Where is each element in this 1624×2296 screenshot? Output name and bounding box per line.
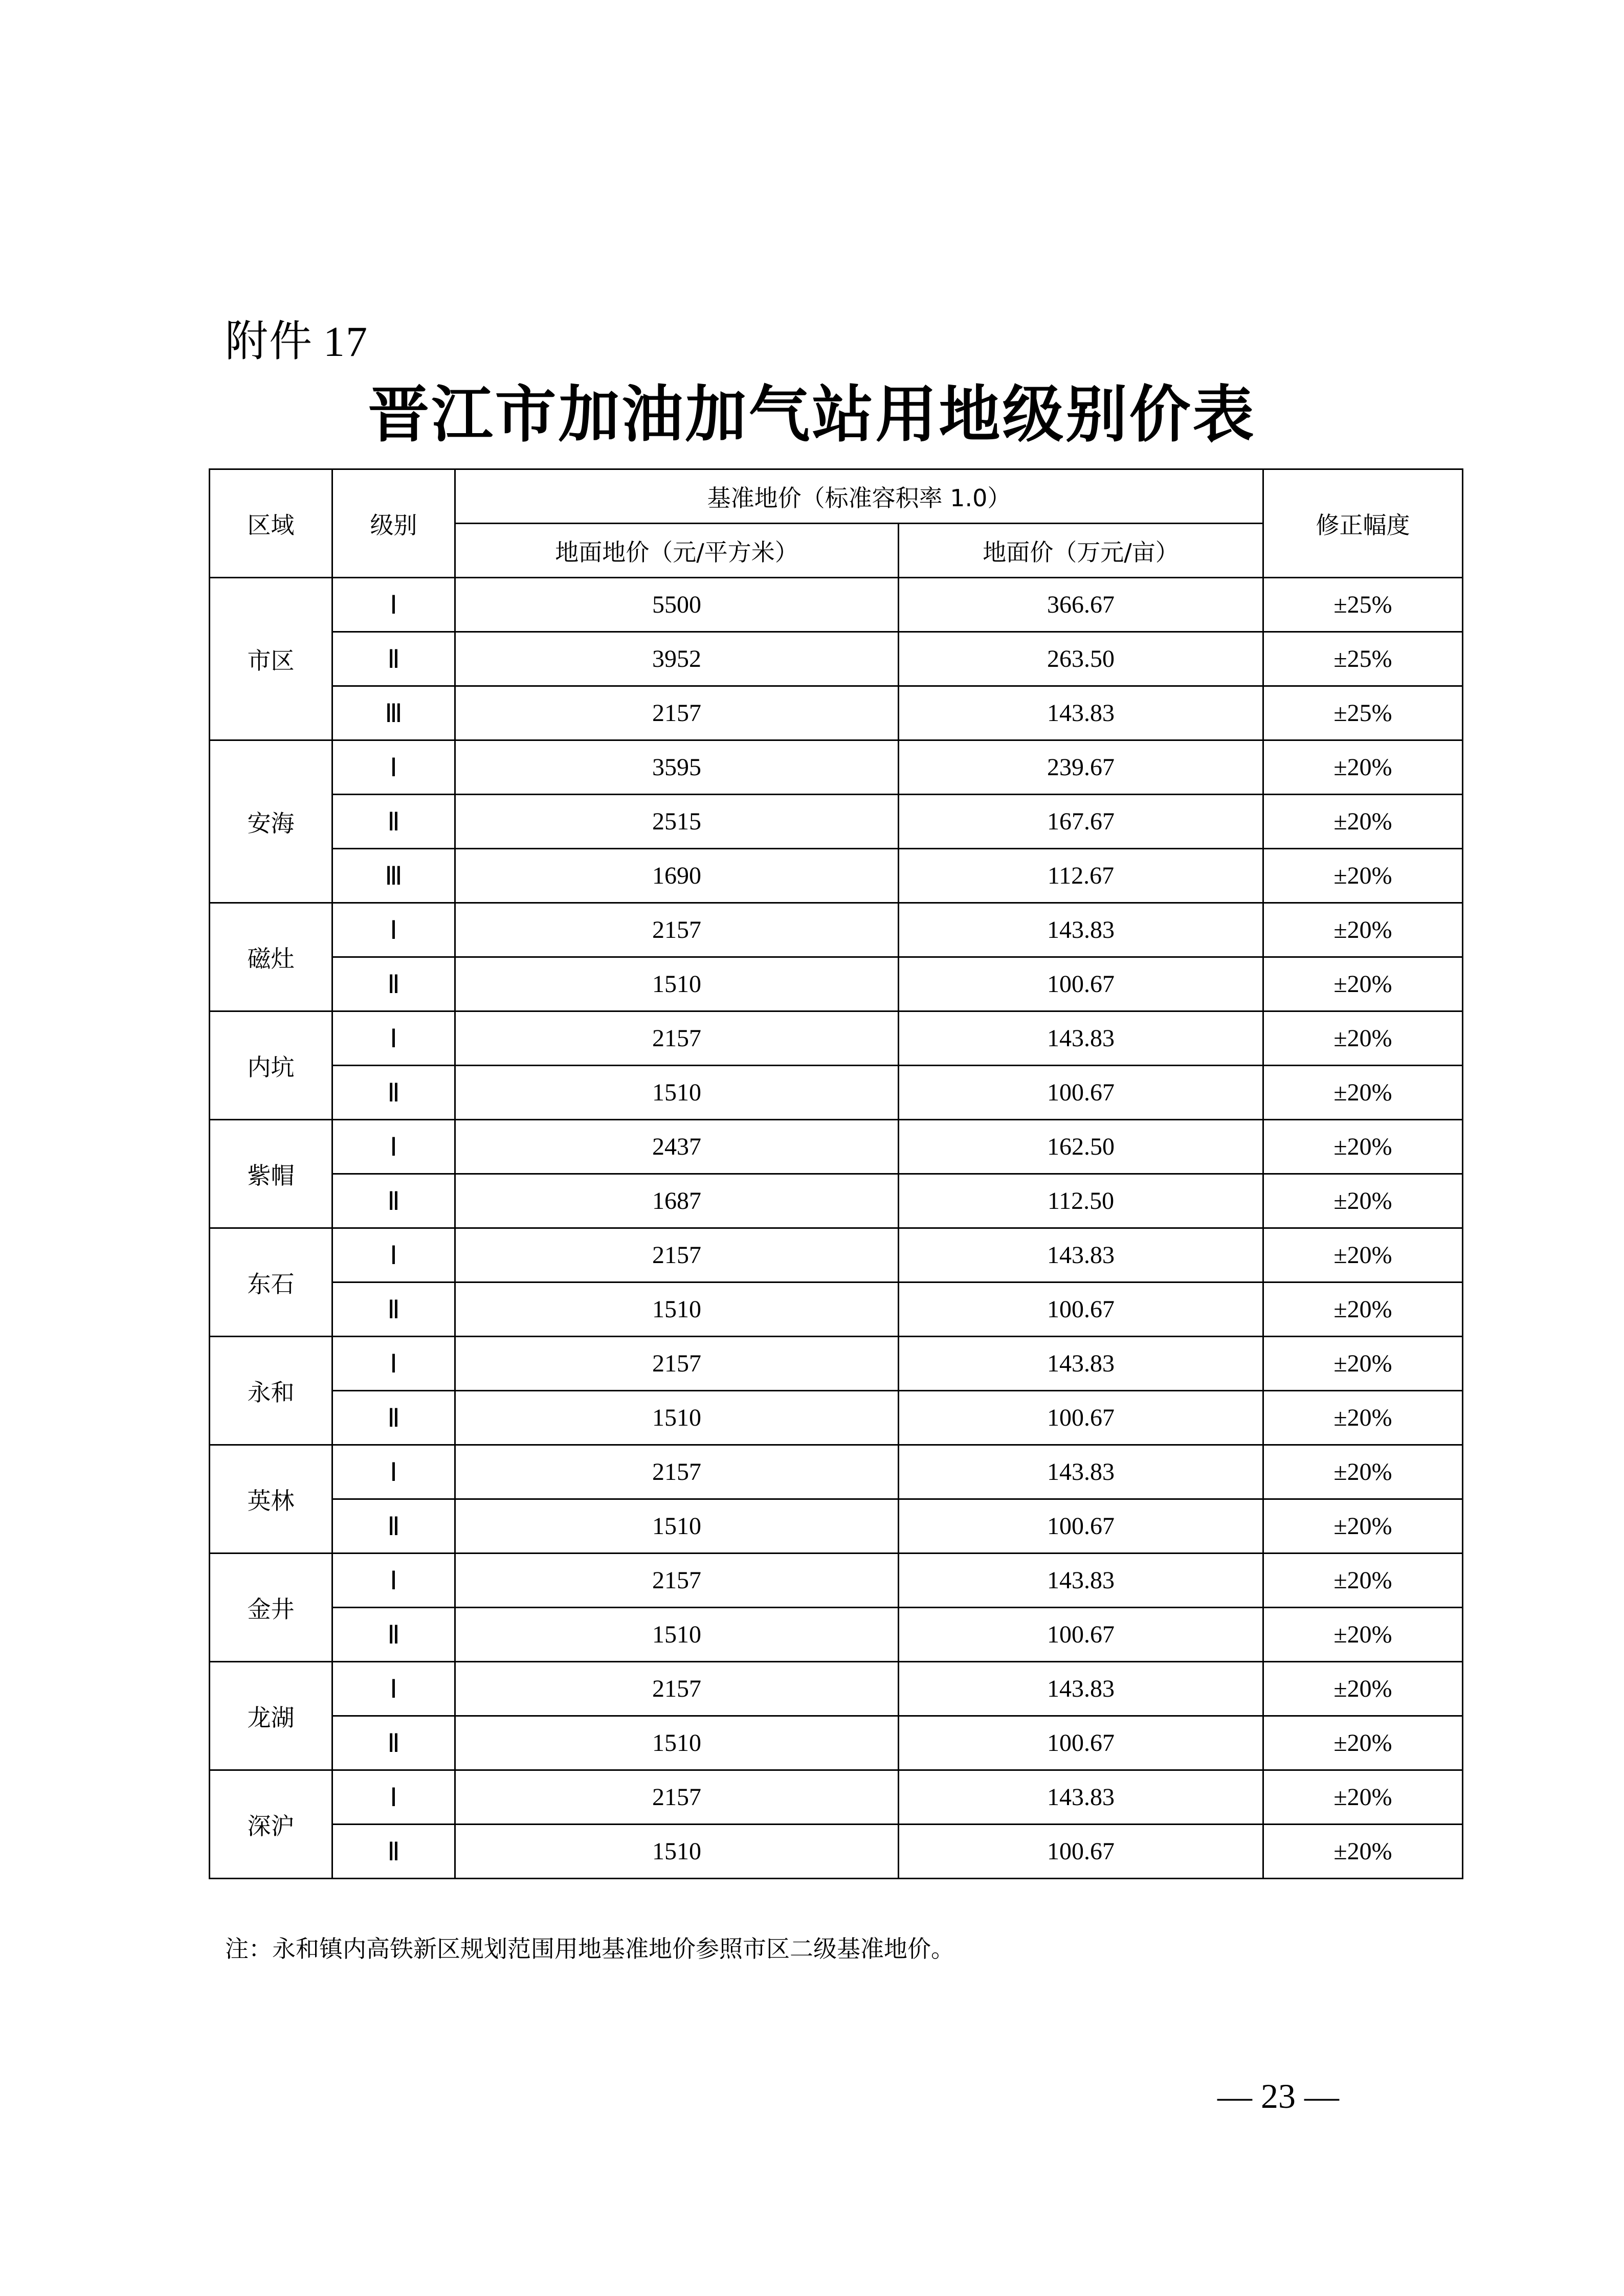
- adjustment-cell: ±20%: [1263, 795, 1463, 849]
- adjustment-cell: ±25%: [1263, 632, 1463, 686]
- price-per-mu-cell: 100.67: [899, 1391, 1263, 1445]
- table-row: [210, 1282, 1463, 1337]
- price-per-sqm-cell: 1510: [455, 1391, 899, 1445]
- level-cell: Ⅰ: [332, 1445, 455, 1499]
- adjustment-cell: ±20%: [1263, 1282, 1463, 1337]
- table-row: [210, 1662, 1463, 1716]
- attachment-label: [225, 307, 368, 369]
- level-cell: Ⅱ: [332, 1825, 455, 1879]
- price-per-sqm-cell: 1510: [455, 1825, 899, 1879]
- adjustment-cell: ±20%: [1263, 1662, 1463, 1716]
- header-base-price: 基准地价（标准容积率 1.0）: [455, 469, 1263, 524]
- price-per-sqm-cell: 1687: [455, 1174, 899, 1228]
- price-per-mu-cell: 143.83: [899, 1337, 1263, 1391]
- level-cell: Ⅰ: [332, 1337, 455, 1391]
- level-cell: Ⅱ: [332, 1174, 455, 1228]
- header-level: 级别: [332, 469, 455, 578]
- price-per-mu-cell: 143.83: [899, 1228, 1263, 1282]
- price-per-sqm-cell: 2157: [455, 1011, 899, 1066]
- header-adjustment: 修正幅度: [1263, 469, 1463, 578]
- price-per-mu-cell: 263.50: [899, 632, 1263, 686]
- price-per-sqm-cell: 1510: [455, 957, 899, 1011]
- price-per-sqm-cell: 2437: [455, 1120, 899, 1174]
- level-cell: Ⅰ: [332, 1228, 455, 1282]
- region-name: 深沪: [210, 1770, 332, 1879]
- level-cell: Ⅰ: [332, 740, 455, 795]
- table-row: [210, 1608, 1463, 1662]
- table-row: [210, 1391, 1463, 1445]
- level-cell: Ⅰ: [332, 1120, 455, 1174]
- price-per-sqm-cell: 2157: [455, 1662, 899, 1716]
- price-per-mu-cell: 112.67: [899, 849, 1263, 903]
- adjustment-cell: ±20%: [1263, 1391, 1463, 1445]
- table-row: [210, 1337, 1463, 1391]
- level-cell: Ⅰ: [332, 1770, 455, 1825]
- table-row: [210, 1066, 1463, 1120]
- region-name: 永和: [210, 1337, 332, 1445]
- price-per-sqm-cell: 1510: [455, 1608, 899, 1662]
- price-per-sqm-cell: 3952: [455, 632, 899, 686]
- price-per-mu-cell: 100.67: [899, 1716, 1263, 1770]
- region-name: 内坑: [210, 1011, 332, 1120]
- adjustment-cell: ±25%: [1263, 686, 1463, 740]
- level-cell: Ⅰ: [332, 903, 455, 957]
- adjustment-cell: ±20%: [1263, 1228, 1463, 1282]
- price-per-mu-cell: 143.83: [899, 1011, 1263, 1066]
- price-per-sqm-cell: 1510: [455, 1499, 899, 1554]
- level-cell: Ⅱ: [332, 957, 455, 1011]
- adjustment-cell: ±20%: [1263, 1120, 1463, 1174]
- attachment-number: 17: [323, 318, 369, 366]
- level-cell: Ⅰ: [332, 1554, 455, 1608]
- price-per-sqm-cell: 2157: [455, 686, 899, 740]
- adjustment-cell: ±20%: [1263, 1445, 1463, 1499]
- price-per-mu-cell: 143.83: [899, 686, 1263, 740]
- adjustment-cell: ±25%: [1263, 578, 1463, 632]
- table-row: [210, 578, 1463, 632]
- price-per-mu-cell: 143.83: [899, 1662, 1263, 1716]
- price-per-mu-cell: 100.67: [899, 1066, 1263, 1120]
- price-per-sqm-cell: 1510: [455, 1282, 899, 1337]
- table-row: [210, 740, 1463, 795]
- region-name: 金井: [210, 1554, 332, 1662]
- adjustment-cell: ±20%: [1263, 1174, 1463, 1228]
- table-row: [210, 1770, 1463, 1825]
- adjustment-cell: ±20%: [1263, 1337, 1463, 1391]
- region-name: 龙湖: [210, 1662, 332, 1770]
- table-row: [210, 1825, 1463, 1879]
- price-per-sqm-cell: 1510: [455, 1716, 899, 1770]
- price-per-mu-cell: 143.83: [899, 903, 1263, 957]
- adjustment-cell: ±20%: [1263, 1770, 1463, 1825]
- adjustment-cell: ±20%: [1263, 740, 1463, 795]
- table-body: [210, 578, 1463, 1879]
- adjustment-cell: ±20%: [1263, 1011, 1463, 1066]
- price-per-mu-cell: 366.67: [899, 578, 1263, 632]
- region-name: 紫帽: [210, 1120, 332, 1228]
- price-per-sqm-cell: 2157: [455, 1445, 899, 1499]
- page-title: 晋江市加油加气站用地级别价表: [368, 378, 1256, 451]
- price-per-mu-cell: 143.83: [899, 1554, 1263, 1608]
- level-cell: Ⅱ: [332, 1499, 455, 1554]
- price-per-mu-cell: 162.50: [899, 1120, 1263, 1174]
- adjustment-cell: ±20%: [1263, 1499, 1463, 1554]
- price-per-sqm-cell: 2157: [455, 1337, 899, 1391]
- header-region: 区域: [210, 469, 332, 578]
- table-row: [210, 1011, 1463, 1066]
- table-row: [210, 1228, 1463, 1282]
- level-cell: Ⅱ: [332, 795, 455, 849]
- table-row: [210, 632, 1463, 686]
- level-cell: Ⅱ: [332, 1608, 455, 1662]
- level-cell: Ⅱ: [332, 1282, 455, 1337]
- region-name: 东石: [210, 1228, 332, 1337]
- region-name: 英林: [210, 1445, 332, 1554]
- table-row: [210, 957, 1463, 1011]
- footnote: 注：永和镇内高铁新区规划范围用地基准地价参照市区二级基准地价。: [225, 1935, 954, 1963]
- price-per-sqm-cell: 2157: [455, 1228, 899, 1282]
- price-per-mu-cell: 100.67: [899, 1499, 1263, 1554]
- adjustment-cell: ±20%: [1263, 1554, 1463, 1608]
- level-cell: Ⅲ: [332, 849, 455, 903]
- level-cell: Ⅱ: [332, 1391, 455, 1445]
- price-per-mu-cell: 100.67: [899, 1825, 1263, 1879]
- page-number: — 23 —: [1217, 2077, 1339, 2115]
- price-per-mu-cell: 143.83: [899, 1445, 1263, 1499]
- price-per-mu-cell: 239.67: [899, 740, 1263, 795]
- price-per-mu-cell: 112.50: [899, 1174, 1263, 1228]
- price-per-sqm-cell: 2157: [455, 1554, 899, 1608]
- price-per-sqm-cell: 2157: [455, 903, 899, 957]
- price-per-sqm-cell: 1690: [455, 849, 899, 903]
- table-row: [210, 1445, 1463, 1499]
- price-per-sqm-cell: 1510: [455, 1066, 899, 1120]
- attachment-label-text: 附件: [225, 316, 314, 366]
- level-cell: Ⅱ: [332, 1716, 455, 1770]
- header-price-per-mu: 地面价（万元/亩）: [899, 524, 1263, 578]
- table-row: [210, 1174, 1463, 1228]
- price-per-mu-cell: 100.67: [899, 1282, 1263, 1337]
- table-row: [210, 849, 1463, 903]
- region-name: 磁灶: [210, 903, 332, 1011]
- level-cell: Ⅰ: [332, 578, 455, 632]
- level-cell: Ⅰ: [332, 1662, 455, 1716]
- adjustment-cell: ±20%: [1263, 849, 1463, 903]
- level-cell: Ⅲ: [332, 686, 455, 740]
- adjustment-cell: ±20%: [1263, 903, 1463, 957]
- adjustment-cell: ±20%: [1263, 1716, 1463, 1770]
- region-name: 市区: [210, 578, 332, 740]
- adjustment-cell: ±20%: [1263, 1608, 1463, 1662]
- level-cell: Ⅱ: [332, 632, 455, 686]
- table-row: [210, 903, 1463, 957]
- table-row: [210, 1716, 1463, 1770]
- adjustment-cell: ±20%: [1263, 1066, 1463, 1120]
- table-row: [210, 1554, 1463, 1608]
- table-header: [210, 469, 1463, 578]
- price-per-sqm-cell: 2515: [455, 795, 899, 849]
- price-per-mu-cell: 143.83: [899, 1770, 1263, 1825]
- price-per-sqm-cell: 5500: [455, 578, 899, 632]
- price-per-mu-cell: 100.67: [899, 957, 1263, 1011]
- adjustment-cell: ±20%: [1263, 957, 1463, 1011]
- table-row: [210, 1499, 1463, 1554]
- price-per-mu-cell: 100.67: [899, 1608, 1263, 1662]
- price-per-sqm-cell: 3595: [455, 740, 899, 795]
- table-row: [210, 1120, 1463, 1174]
- region-name: 安海: [210, 740, 332, 903]
- table-row: [210, 795, 1463, 849]
- table-row: [210, 686, 1463, 740]
- header-price-per-sqm: 地面地价（元/平方米）: [455, 524, 899, 578]
- adjustment-cell: ±20%: [1263, 1825, 1463, 1879]
- price-per-mu-cell: 167.67: [899, 795, 1263, 849]
- level-cell: Ⅱ: [332, 1066, 455, 1120]
- level-cell: Ⅰ: [332, 1011, 455, 1066]
- price-table: [209, 468, 1463, 1879]
- price-per-sqm-cell: 2157: [455, 1770, 899, 1825]
